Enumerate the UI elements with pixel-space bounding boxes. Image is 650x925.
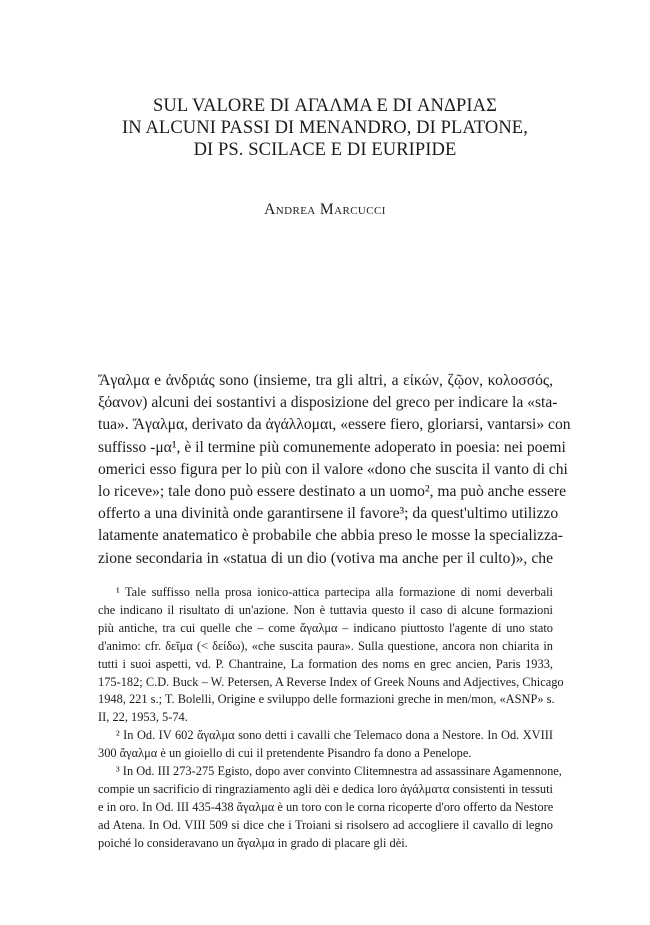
footnote-line: compie un sacrificio di ringraziamento agli dèi e dedica loro ἀγάλματα consistenti in tessuti [98,781,553,796]
footnote-line: ¹ Tale suffisso nella prosa ionico-attica partecipa alla formazione di nomi deverbali [116,585,553,599]
footnote-line: e in oro. In Od. III 435-438 ἄγαλμα è un toro con le corna ricoperte d'oro offerto da Nestore [98,799,554,814]
body-line: suffisso -μα¹, è il termine più comunemente adoperato in poesia: nei poemi [98,438,566,456]
title-line: IN ALCUNI PASSI DI MENANDRO, DI PLATONE, [122,118,528,138]
footnote-line: ad Atena. In Od. VIII 509 si dice che i Troiani si risolsero ad accogliere il cavallo di legno [98,817,553,832]
body-paragraph [98,370,571,570]
body-line: omerici esso figura per lo più con il valore «dono che suscita il vanto di chi [98,460,568,478]
footnotes [98,584,564,853]
footnote-line: II, 22, 1953, 5-74. [98,710,188,725]
footnote-line: ³ In Od. III 273-275 Egisto, dopo aver convinto Clitemnestra ad assassinare Agamennone, [116,764,562,779]
body-line: ξόανον) alcuni dei sostantivi a disposizione del greco per indicare la «sta- [98,394,558,412]
footnote-line: 175-182; C.D. Buck – W. Petersen, A Reverse Index of Greek Nouns and Adjectives, Chicago [98,674,564,689]
body-line: Ἄγαλμα e ἀνδριάς sono (insieme, tra gli altri, a εἰκών, ζῷον, κολοσσός, [98,372,553,389]
footnote-line: più antiche, tra cui quelle che – come ἄγαλμα – indicano piuttosto l'agente di uno stato [98,620,553,635]
footnote-line: 1948, 221 s.; T. Bolelli, Origine e sviluppo delle formazioni greche in men/mon, «ASNP» s. [98,692,555,707]
footnote-line: che indicano il risultato di un'azione. Non è tuttavia questo il caso di alcune formazioni [98,602,553,617]
footnote-line: d'animo: cfr. δεῖμα (< δείδω), «che suscita paura». Sulla questione, ancora non chiarita in [98,638,553,653]
article-title [0,95,650,161]
body-line: zione secondaria in «statua di un dio (votiva ma anche per il culto)», che [98,549,553,567]
footnote-line: 300 ἄγαλμα è un gioiello di cui il pretendente Pisandro fa dono a Penelope. [98,746,472,761]
footnote-line: ² In Od. IV 602 ἄγαλμα sono detti i cavalli che Telemaco dona a Nestore. In Od. XVIII [116,728,553,743]
author-name: Andrea Marcucci [264,201,386,218]
title-line: SUL VALORE DI ΑΓΑΛΜΑ E DI ΑΝΔΡΙΑΣ [153,96,497,116]
footnote-line: tutti i suoi aspetti, vd. P. Chantraine, La formation des noms en grec ancien, Paris 1933, [98,656,553,671]
footnote-line: poiché lo consideravano un ἄγαλμα in grado di placare gli dèi. [98,835,408,850]
body-line: offerto a una divinità onde garantirsene il favore³; da quest'ultimo utilizzo [98,505,559,523]
body-line: lo riceve»; tale dono può essere destinato a un uomo², ma può anche essere [98,483,567,501]
title-line: DI PS. SCILACE E DI EURIPIDE [193,140,457,160]
body-line: tua». Ἄγαλμα, derivato da ἀγάλλομαι, «essere fiero, gloriarsi, vantarsi» con [98,416,571,434]
body-line: latamente anatematico è probabile che abbia preso le mosse la specializza- [98,527,563,545]
